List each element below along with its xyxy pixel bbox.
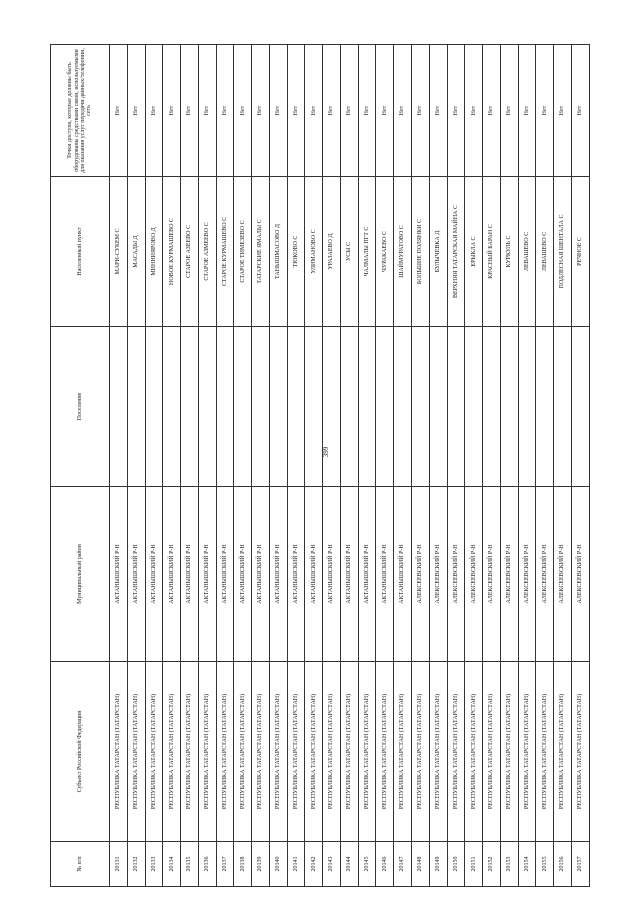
table-row: [110, 45, 128, 887]
table-container: [50, 45, 590, 887]
cell-access: Нет: [127, 45, 145, 177]
cell-subject: РЕСПУБЛИКА ТАТАРСТАН (ТАТАРСТАН): [554, 662, 572, 842]
table-row: [500, 45, 518, 887]
cell-access: Нет: [252, 45, 270, 177]
cell-settlement: [483, 327, 501, 487]
cell-municipal-district: АЛЕКСЕЕВСКИЙ Р-Н: [536, 487, 554, 662]
table-row: [127, 45, 145, 887]
cell-access: Нет: [110, 45, 128, 177]
cell-municipal-district: АКТАНЫШСКИЙ Р-Н: [305, 487, 323, 662]
cell-number: 20137: [216, 842, 234, 887]
cell-municipal-district: АКТАНЫШСКИЙ Р-Н: [287, 487, 305, 662]
cell-municipal-district: АКТАНЫШСКИЙ Р-Н: [198, 487, 216, 662]
cell-number: 20138: [234, 842, 252, 887]
cell-number: 20139: [252, 842, 270, 887]
table-row: [287, 45, 305, 887]
cell-subject: РЕСПУБЛИКА ТАТАРСТАН (ТАТАРСТАН): [447, 662, 465, 842]
cell-number: 20131: [110, 842, 128, 887]
cell-locality: ЧУРАКАЕВО С: [376, 177, 394, 327]
page-number: 399: [322, 446, 330, 458]
cell-locality: НОВОЕ КУРМАШЕВО С: [163, 177, 181, 327]
table-row: [358, 45, 376, 887]
cell-subject: РЕСПУБЛИКА ТАТАРСТАН (ТАТАРСТАН): [216, 662, 234, 842]
cell-municipal-district: АЛЕКСЕЕВСКИЙ Р-Н: [465, 487, 483, 662]
cell-subject: РЕСПУБЛИКА ТАТАРСТАН (ТАТАРСТАН): [252, 662, 270, 842]
cell-subject: РЕСПУБЛИКА ТАТАРСТАН (ТАТАРСТАН): [340, 662, 358, 842]
cell-number: 20153: [500, 842, 518, 887]
cell-settlement: [181, 327, 199, 487]
table-row: [216, 45, 234, 887]
table-row: [536, 45, 554, 887]
table-body: [110, 45, 590, 887]
cell-number: 20150: [447, 842, 465, 887]
cell-municipal-district: АКТАНЫШСКИЙ Р-Н: [163, 487, 181, 662]
cell-number: 20135: [181, 842, 199, 887]
cell-access: Нет: [216, 45, 234, 177]
cell-locality: УСЫ С: [340, 177, 358, 327]
cell-municipal-district: АКТАНЫШСКИЙ Р-Н: [252, 487, 270, 662]
cell-number: 20145: [358, 842, 376, 887]
cell-subject: РЕСПУБЛИКА ТАТАРСТАН (ТАТАРСТАН): [305, 662, 323, 842]
cell-subject: РЕСПУБЛИКА ТАТАРСТАН (ТАТАРСТАН): [163, 662, 181, 842]
cell-access: Нет: [536, 45, 554, 177]
cell-settlement: [145, 327, 163, 487]
cell-settlement: [536, 327, 554, 487]
cell-access: Нет: [269, 45, 287, 177]
cell-settlement: [376, 327, 394, 487]
cell-access: Нет: [447, 45, 465, 177]
cell-subject: РЕСПУБЛИКА ТАТАРСТАН (ТАТАРСТАН): [145, 662, 163, 842]
cell-access: Нет: [163, 45, 181, 177]
cell-locality: ВЕРХНЯЯ ТАТАРСКАЯ МАЙНА С: [447, 177, 465, 327]
table-row: [163, 45, 181, 887]
cell-locality: МИННИЯРОВО Д: [145, 177, 163, 327]
cell-locality: МАСАДЫ Д: [127, 177, 145, 327]
cell-subject: РЕСПУБЛИКА ТАТАРСТАН (ТАТАРСТАН): [110, 662, 128, 842]
cell-subject: РЕСПУБЛИКА ТАТАРСТАН (ТАТАРСТАН): [536, 662, 554, 842]
cell-municipal-district: АКТАНЫШСКИЙ Р-Н: [394, 487, 412, 662]
cell-access: Нет: [554, 45, 572, 177]
cell-subject: РЕСПУБЛИКА ТАТАРСТАН (ТАТАРСТАН): [287, 662, 305, 842]
cell-municipal-district: АКТАНЫШСКИЙ Р-Н: [234, 487, 252, 662]
cell-access: Нет: [465, 45, 483, 177]
cell-subject: РЕСПУБЛИКА ТАТАРСТАН (ТАТАРСТАН): [376, 662, 394, 842]
header-locality: Населенный пункт: [51, 177, 110, 327]
cell-settlement: [394, 327, 412, 487]
cell-settlement: [198, 327, 216, 487]
cell-locality: ЧАЛМАЛЫ ПГТ С: [358, 177, 376, 327]
cell-number: 20148: [412, 842, 430, 887]
cell-number: 20147: [394, 842, 412, 887]
table-row: [323, 45, 341, 887]
cell-subject: РЕСПУБЛИКА ТАТАРСТАН (ТАТАРСТАН): [571, 662, 589, 842]
cell-municipal-district: АКТАНЫШСКИЙ Р-Н: [110, 487, 128, 662]
table-row: [483, 45, 501, 887]
cell-subject: РЕСПУБЛИКА ТАТАРСТАН (ТАТАРСТАН): [394, 662, 412, 842]
cell-settlement: [465, 327, 483, 487]
cell-number: 20134: [163, 842, 181, 887]
cell-settlement: [358, 327, 376, 487]
cell-subject: РЕСПУБЛИКА ТАТАРСТАН (ТАТАРСТАН): [483, 662, 501, 842]
cell-locality: СТАРОЕ АЗЕЕВО С: [181, 177, 199, 327]
cell-municipal-district: АКТАНЫШСКИЙ Р-Н: [323, 487, 341, 662]
cell-settlement: [234, 327, 252, 487]
cell-locality: УЛИМАНОВО С: [305, 177, 323, 327]
cell-number: 20152: [483, 842, 501, 887]
table-header-row: [51, 45, 110, 887]
cell-settlement: [269, 327, 287, 487]
cell-settlement: [518, 327, 536, 487]
cell-locality: КУРКУЛЬ С: [500, 177, 518, 327]
cell-locality: ТЮКОВО С: [287, 177, 305, 327]
cell-number: 20146: [376, 842, 394, 887]
cell-number: 20133: [145, 842, 163, 887]
cell-municipal-district: АЛЕКСЕЕВСКИЙ Р-Н: [412, 487, 430, 662]
cell-access: Нет: [323, 45, 341, 177]
header-access-points: Точки доступа, которые должны быть оборудованы средствами связи, используемыми для оказания услуг передачи данных/телефонии, сеть: [51, 45, 110, 177]
cell-subject: РЕСПУБЛИКА ТАТАРСТАН (ТАТАРСТАН): [412, 662, 430, 842]
cell-number: 20154: [518, 842, 536, 887]
settlements-table: [50, 44, 590, 887]
table-row: [571, 45, 589, 887]
cell-access: Нет: [305, 45, 323, 177]
header-settlement: Поселение: [51, 327, 110, 487]
cell-municipal-district: АКТАНЫШСКИЙ Р-Н: [340, 487, 358, 662]
table-row: [447, 45, 465, 887]
table-row: [412, 45, 430, 887]
cell-subject: РЕСПУБЛИКА ТАТАРСТАН (ТАТАРСТАН): [181, 662, 199, 842]
table-row: [518, 45, 536, 887]
cell-settlement: [447, 327, 465, 487]
cell-locality: ШАЙМУРАТОВО С: [394, 177, 412, 327]
cell-municipal-district: АЛЕКСЕЕВСКИЙ Р-Н: [518, 487, 536, 662]
cell-municipal-district: АЛЕКСЕЕВСКИЙ Р-Н: [500, 487, 518, 662]
cell-subject: РЕСПУБЛИКА ТАТАРСТАН (ТАТАРСТАН): [269, 662, 287, 842]
cell-access: Нет: [518, 45, 536, 177]
table-row: [394, 45, 412, 887]
cell-access: Нет: [483, 45, 501, 177]
cell-municipal-district: АКТАНЫШСКИЙ Р-Н: [181, 487, 199, 662]
header-subject: Субъект Российской Федерации: [51, 662, 110, 842]
cell-access: Нет: [287, 45, 305, 177]
cell-access: Нет: [376, 45, 394, 177]
cell-access: Нет: [571, 45, 589, 177]
cell-access: Нет: [429, 45, 447, 177]
cell-access: Нет: [394, 45, 412, 177]
cell-settlement: [305, 327, 323, 487]
cell-locality: МАРИ-СУКЕМ С: [110, 177, 128, 327]
cell-number: 20157: [571, 842, 589, 887]
cell-locality: УРАЗАЕВО Д: [323, 177, 341, 327]
cell-number: 20155: [536, 842, 554, 887]
cell-number: 20132: [127, 842, 145, 887]
cell-number: 20136: [198, 842, 216, 887]
cell-locality: ЕРЫКЛА С: [465, 177, 483, 327]
table-row: [305, 45, 323, 887]
cell-municipal-district: АКТАНЫШСКИЙ Р-Н: [269, 487, 287, 662]
cell-locality: РЕЧНОЕ С: [571, 177, 589, 327]
cell-locality: ПОДЛЕСНАЯ ШЕНТАЛА С: [554, 177, 572, 327]
cell-municipal-district: АКТАНЫШСКИЙ Р-Н: [376, 487, 394, 662]
cell-subject: РЕСПУБЛИКА ТАТАРСТАН (ТАТАРСТАН): [500, 662, 518, 842]
cell-locality: СТАРОЕ ТИМЕЗЕВО С: [234, 177, 252, 327]
cell-access: Нет: [181, 45, 199, 177]
cell-access: Нет: [412, 45, 430, 177]
cell-municipal-district: АКТАНЫШСКИЙ Р-Н: [216, 487, 234, 662]
cell-subject: РЕСПУБЛИКА ТАТАРСТАН (ТАТАРСТАН): [429, 662, 447, 842]
cell-locality: СТАРОЕ АЗМЕЕВО С: [198, 177, 216, 327]
table-row: [340, 45, 358, 887]
cell-number: 20141: [287, 842, 305, 887]
cell-settlement: [412, 327, 430, 487]
cell-access: Нет: [145, 45, 163, 177]
cell-number: 20143: [323, 842, 341, 887]
cell-settlement: [323, 327, 341, 487]
cell-locality: СТАРОЕ КУРМАШЕВО С: [216, 177, 234, 327]
cell-subject: РЕСПУБЛИКА ТАТАРСТАН (ТАТАРСТАН): [358, 662, 376, 842]
cell-subject: РЕСПУБЛИКА ТАТАРСТАН (ТАТАРСТАН): [323, 662, 341, 842]
table-row: [181, 45, 199, 887]
table-row: [554, 45, 572, 887]
cell-subject: РЕСПУБЛИКА ТАТАРСТАН (ТАТАРСТАН): [198, 662, 216, 842]
cell-settlement: [216, 327, 234, 487]
cell-number: 20151: [465, 842, 483, 887]
cell-access: Нет: [358, 45, 376, 177]
cell-subject: РЕСПУБЛИКА ТАТАРСТАН (ТАТАРСТАН): [127, 662, 145, 842]
table-row: [234, 45, 252, 887]
cell-municipal-district: АЛЕКСЕЕВСКИЙ Р-Н: [554, 487, 572, 662]
cell-access: Нет: [500, 45, 518, 177]
cell-subject: РЕСПУБЛИКА ТАТАРСТАН (ТАТАРСТАН): [234, 662, 252, 842]
cell-subject: РЕСПУБЛИКА ТАТАРСТАН (ТАТАРСТАН): [465, 662, 483, 842]
cell-settlement: [571, 327, 589, 487]
cell-settlement: [429, 327, 447, 487]
cell-access: Нет: [234, 45, 252, 177]
cell-access: Нет: [340, 45, 358, 177]
cell-settlement: [287, 327, 305, 487]
table-row: [198, 45, 216, 887]
table-row: [376, 45, 394, 887]
cell-settlement: [340, 327, 358, 487]
cell-municipal-district: АЛЕКСЕЕВСКИЙ Р-Н: [447, 487, 465, 662]
cell-municipal-district: АЛЕКСЕЕВСКИЙ Р-Н: [483, 487, 501, 662]
cell-settlement: [500, 327, 518, 487]
cell-locality: ТАНЫШМАСОВО Д: [269, 177, 287, 327]
cell-settlement: [554, 327, 572, 487]
cell-locality: ЛЕВАШЕВО С: [536, 177, 554, 327]
cell-number: 20149: [429, 842, 447, 887]
cell-locality: КРАСНЫЙ БАРАН С: [483, 177, 501, 327]
header-municipal-district: Муниципальный район: [51, 487, 110, 662]
header-number: № п/п: [51, 842, 110, 887]
table-row: [252, 45, 270, 887]
cell-number: 20140: [269, 842, 287, 887]
cell-settlement: [110, 327, 128, 487]
cell-municipal-district: АКТАНЫШСКИЙ Р-Н: [358, 487, 376, 662]
table-row: [429, 45, 447, 887]
cell-locality: БУЛЫЧЕВКА Д: [429, 177, 447, 327]
cell-number: 20144: [340, 842, 358, 887]
cell-locality: ТАТАРСКИЕ ЯМАЛЫ С: [252, 177, 270, 327]
cell-subject: РЕСПУБЛИКА ТАТАРСТАН (ТАТАРСТАН): [518, 662, 536, 842]
cell-locality: БОЛЬШИЕ ПОЛЯНКИ С: [412, 177, 430, 327]
cell-settlement: [163, 327, 181, 487]
table-row: [269, 45, 287, 887]
cell-municipal-district: АЛЕКСЕЕВСКИЙ Р-Н: [429, 487, 447, 662]
cell-settlement: [252, 327, 270, 487]
cell-municipal-district: АЛЕКСЕЕВСКИЙ Р-Н: [571, 487, 589, 662]
cell-municipal-district: АКТАНЫШСКИЙ Р-Н: [145, 487, 163, 662]
table-row: [465, 45, 483, 887]
cell-access: Нет: [198, 45, 216, 177]
cell-settlement: [127, 327, 145, 487]
cell-municipal-district: АКТАНЫШСКИЙ Р-Н: [127, 487, 145, 662]
cell-locality: ЛЕВАШЕВО С: [518, 177, 536, 327]
cell-number: 20156: [554, 842, 572, 887]
cell-number: 20142: [305, 842, 323, 887]
table-row: [145, 45, 163, 887]
